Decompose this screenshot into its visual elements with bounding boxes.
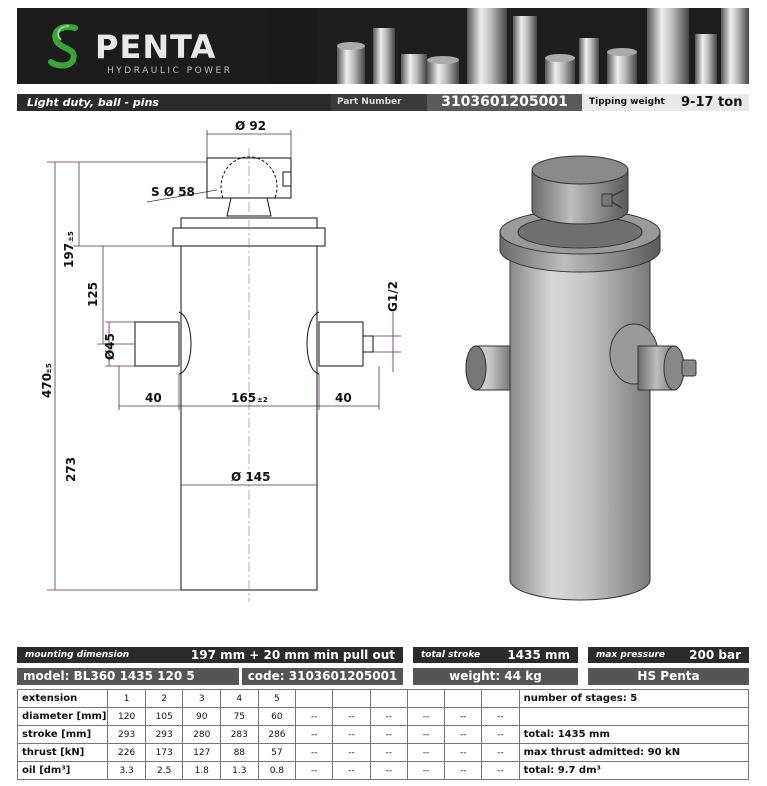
row-label: thrust [kN] [18,744,108,762]
table-cell: -- [445,744,482,762]
table-cell: -- [333,744,370,762]
brand-name: PENTA [95,28,217,66]
table-cell: -- [370,708,407,726]
table-cell: 280 [183,726,221,744]
part-number: 3103601205001 [427,94,582,111]
table-cell: 120 [108,708,146,726]
right-pin [319,322,363,366]
stage-spec-table [17,689,749,780]
table-cell: 105 [145,708,183,726]
dim-125: 125 [86,281,100,307]
row-label: extension [18,690,108,708]
dim-body-diameter: Ø 145 [231,470,271,484]
table-cell: 0.8 [258,762,296,780]
table-cell: 60 [258,708,296,726]
dim-thread: G1/2 [386,281,400,312]
table-cell: 173 [145,744,183,762]
pressure-label: max pressure [596,650,666,660]
product-name: Light duty, ball - pins [17,94,331,111]
technical-drawing [17,112,487,612]
table-cell: -- [407,708,444,726]
table-row [18,762,749,780]
max-pressure-bar [588,647,749,663]
dim-197: 197 [62,242,76,268]
mounting-dimension-bar [17,647,403,663]
table-cell: -- [296,708,333,726]
table-cell: 293 [145,726,183,744]
table-cell: -- [333,726,370,744]
table-cell: 88 [221,744,259,762]
table-cell: -- [407,762,444,780]
dim-right-40: 40 [335,391,352,405]
brand-cell: HS Penta [588,668,749,685]
table-cell: -- [482,726,519,744]
table-row [18,708,749,726]
pressure-value: 200 bar [689,648,741,662]
dim-470: 470 [40,372,54,398]
row-summary: max thrust admitted: 90 kN [519,744,748,762]
table-cell: 3.3 [108,762,146,780]
table-cell [482,690,519,708]
dim-165: 165 [231,391,257,405]
table-cell: -- [482,708,519,726]
mounting-label: mounting dimension [25,650,130,660]
title-bar [17,94,749,111]
table-cell: 1.8 [183,762,221,780]
row-label: oil [dm³] [18,762,108,780]
table-row [18,690,749,708]
top-nipple [283,172,291,186]
cylinder-banner-art [317,8,749,84]
dim-470-tol: ±5 [45,363,53,374]
table-cell: -- [407,744,444,762]
table-cell: 286 [258,726,296,744]
weight-cell: weight: 44 kg [413,668,578,685]
table-cell [407,690,444,708]
table-cell: 3 [183,690,221,708]
row-summary [519,708,748,726]
table-cell: 2.5 [145,762,183,780]
table-cell: -- [296,762,333,780]
stroke-value: 1435 mm [507,648,570,662]
table-row [18,744,749,762]
table-cell: 127 [183,744,221,762]
table-cell: -- [445,762,482,780]
cylinder-3d-render [452,150,712,610]
table-row [18,726,749,744]
code-cell: code: 3103601205001 [242,668,403,685]
dim-pin-diameter: Ø45 [103,333,117,360]
row-summary: number of stages: 5 [519,690,748,708]
table-cell: -- [370,726,407,744]
table-cell: 283 [221,726,259,744]
dim-left-40: 40 [145,391,162,405]
dim-273: 273 [64,456,78,482]
table-cell [333,690,370,708]
table-cell: -- [333,708,370,726]
table-cell: 5 [258,690,296,708]
table-cell: -- [445,708,482,726]
row-label: diameter [mm] [18,708,108,726]
table-cell [296,690,333,708]
table-cell: -- [482,762,519,780]
table-cell: 293 [108,726,146,744]
row-label: stroke [mm] [18,726,108,744]
table-cell: 75 [221,708,259,726]
table-cell: -- [407,726,444,744]
model-cell: model: BL360 1435 120 5 [17,668,239,685]
table-cell: 2 [145,690,183,708]
table-cell: 1 [108,690,146,708]
row-summary: total: 9.7 dm³ [519,762,748,780]
table-cell [445,690,482,708]
table-cell: 4 [221,690,259,708]
part-number-label: Part Number [331,94,427,111]
logo [17,8,267,84]
table-cell: -- [296,726,333,744]
tipping-weight-label: Tipping weight [589,97,665,107]
dim-ball: S Ø 58 [151,185,195,199]
row-summary: total: 1435 mm [519,726,748,744]
tipping-weight: 9-17 ton [681,95,743,110]
mounting-value: 197 mm + 20 mm min pull out [190,648,395,662]
header-banner [17,8,749,84]
dim-165-tol: ±2 [257,396,268,404]
grease-nipple [363,336,373,352]
table-cell: -- [296,744,333,762]
table-cell: -- [482,744,519,762]
stroke-label: total stroke [421,650,481,660]
table-cell: 226 [108,744,146,762]
table-cell: -- [370,744,407,762]
table-cell: -- [370,762,407,780]
left-pin [135,322,179,366]
dim-197-tol: ±5 [67,231,75,242]
table-cell: 57 [258,744,296,762]
brand-tagline: HYDRAULIC POWER [107,66,233,76]
dim-top-diameter: Ø 92 [235,119,267,133]
table-cell [370,690,407,708]
table-cell: 90 [183,708,221,726]
table-cell: 1.3 [221,762,259,780]
table-cell: -- [445,726,482,744]
table-cell: -- [333,762,370,780]
penta-logo-icon [47,22,83,70]
total-stroke-bar [413,647,578,663]
